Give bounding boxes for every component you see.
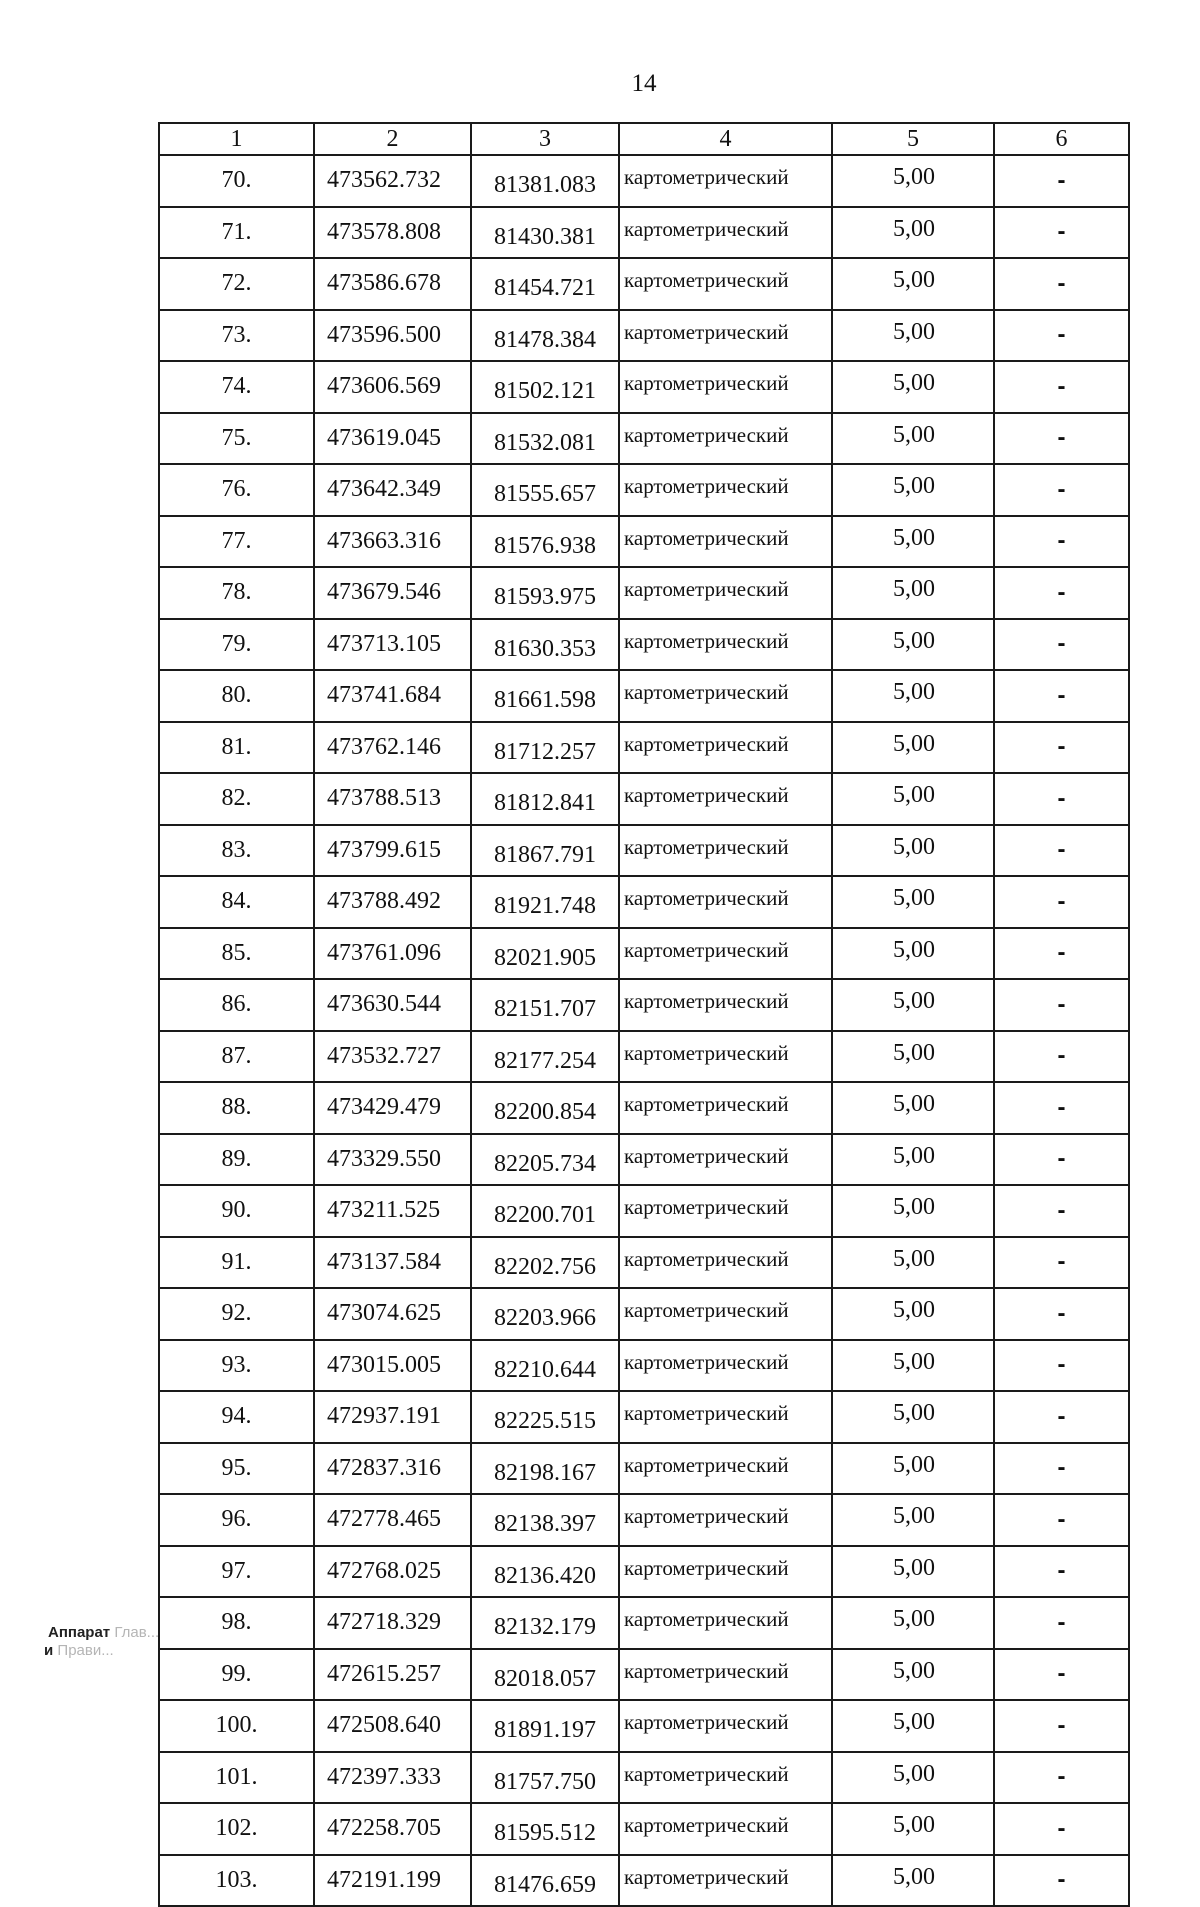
table-row <box>159 1443 1129 1495</box>
note-cell: - <box>994 1031 1129 1083</box>
footer-line-1 <box>48 1624 159 1642</box>
column-header-6: 6 <box>994 123 1129 155</box>
method-cell: картометрический <box>619 1649 832 1701</box>
coord-y-cell: 82138.397 <box>471 1494 619 1546</box>
point-number-cell: 76. <box>159 464 314 516</box>
table-row <box>159 1752 1129 1804</box>
table-row <box>159 516 1129 568</box>
accuracy-cell: 5,00 <box>832 722 994 774</box>
point-number-cell: 81. <box>159 722 314 774</box>
accuracy-cell: 5,00 <box>832 1134 994 1186</box>
coord-x-cell: 473015.005 <box>314 1340 471 1392</box>
accuracy-cell: 5,00 <box>832 516 994 568</box>
accuracy-cell: 5,00 <box>832 773 994 825</box>
note-cell: - <box>994 619 1129 671</box>
table-row <box>159 619 1129 671</box>
method-cell: картометрический <box>619 1443 832 1495</box>
coord-x-cell: 473596.500 <box>314 310 471 362</box>
method-cell: картометрический <box>619 516 832 568</box>
point-number-cell: 97. <box>159 1546 314 1598</box>
note-cell: - <box>994 1443 1129 1495</box>
footer-line-1-text: Аппарат <box>48 1624 111 1641</box>
coord-y-cell: 82202.756 <box>471 1237 619 1289</box>
footer-stamp <box>44 1624 160 1660</box>
note-cell: - <box>994 258 1129 310</box>
accuracy-cell: 5,00 <box>832 1803 994 1855</box>
accuracy-cell: 5,00 <box>832 567 994 619</box>
coord-y-cell: 81867.791 <box>471 825 619 877</box>
method-cell: картометрический <box>619 258 832 310</box>
point-number-cell: 101. <box>159 1752 314 1804</box>
coord-x-cell: 473606.569 <box>314 361 471 413</box>
method-cell: картометрический <box>619 670 832 722</box>
accuracy-cell: 5,00 <box>832 258 994 310</box>
table-row <box>159 928 1129 980</box>
coord-y-cell: 82136.420 <box>471 1546 619 1598</box>
column-header-1: 1 <box>159 123 314 155</box>
method-cell: картометрический <box>619 1082 832 1134</box>
coord-y-cell: 82198.167 <box>471 1443 619 1495</box>
point-number-cell: 72. <box>159 258 314 310</box>
coord-y-cell: 82225.515 <box>471 1391 619 1443</box>
note-cell: - <box>994 464 1129 516</box>
point-number-cell: 89. <box>159 1134 314 1186</box>
accuracy-cell: 5,00 <box>832 413 994 465</box>
method-cell: картометрический <box>619 1340 832 1392</box>
coord-x-cell: 473630.544 <box>314 979 471 1031</box>
accuracy-cell: 5,00 <box>832 1649 994 1701</box>
coord-x-cell: 473578.808 <box>314 207 471 259</box>
accuracy-cell: 5,00 <box>832 155 994 207</box>
coord-y-cell: 82205.734 <box>471 1134 619 1186</box>
method-cell: картометрический <box>619 1855 832 1907</box>
coord-x-cell: 473532.727 <box>314 1031 471 1083</box>
coord-y-cell: 81630.353 <box>471 619 619 671</box>
note-cell: - <box>994 1546 1129 1598</box>
point-number-cell: 85. <box>159 928 314 980</box>
point-number-cell: 83. <box>159 825 314 877</box>
table-header-row <box>159 123 1129 155</box>
coord-x-cell: 473762.146 <box>314 722 471 774</box>
accuracy-cell: 5,00 <box>832 1237 994 1289</box>
accuracy-cell: 5,00 <box>832 1340 994 1392</box>
coord-y-cell: 81502.121 <box>471 361 619 413</box>
coord-x-cell: 473761.096 <box>314 928 471 980</box>
note-cell: - <box>994 1082 1129 1134</box>
note-cell: - <box>994 1185 1129 1237</box>
coord-y-cell: 81712.257 <box>471 722 619 774</box>
coord-y-cell: 81891.197 <box>471 1700 619 1752</box>
method-cell: картометрический <box>619 155 832 207</box>
point-number-cell: 93. <box>159 1340 314 1392</box>
note-cell: - <box>994 1649 1129 1701</box>
point-number-cell: 80. <box>159 670 314 722</box>
accuracy-cell: 5,00 <box>832 361 994 413</box>
method-cell: картометрический <box>619 1185 832 1237</box>
coord-y-cell: 81478.384 <box>471 310 619 362</box>
accuracy-cell: 5,00 <box>832 1855 994 1907</box>
method-cell: картометрический <box>619 1288 832 1340</box>
column-header-2: 2 <box>314 123 471 155</box>
note-cell: - <box>994 773 1129 825</box>
note-cell: - <box>994 979 1129 1031</box>
table-row <box>159 1803 1129 1855</box>
coord-x-cell: 473788.492 <box>314 876 471 928</box>
point-number-cell: 90. <box>159 1185 314 1237</box>
note-cell: - <box>994 310 1129 362</box>
coord-y-cell: 81555.657 <box>471 464 619 516</box>
coord-y-cell: 81430.381 <box>471 207 619 259</box>
method-cell: картометрический <box>619 979 832 1031</box>
accuracy-cell: 5,00 <box>832 1494 994 1546</box>
point-number-cell: 95. <box>159 1443 314 1495</box>
accuracy-cell: 5,00 <box>832 1597 994 1649</box>
note-cell: - <box>994 1288 1129 1340</box>
table-row <box>159 1855 1129 1907</box>
point-number-cell: 92. <box>159 1288 314 1340</box>
footer-line-2-faded: Прави... <box>57 1642 114 1659</box>
coord-x-cell: 473799.615 <box>314 825 471 877</box>
table-row <box>159 773 1129 825</box>
method-cell: картометрический <box>619 722 832 774</box>
table-row <box>159 1237 1129 1289</box>
point-number-cell: 91. <box>159 1237 314 1289</box>
method-cell: картометрический <box>619 1597 832 1649</box>
table-row <box>159 1031 1129 1083</box>
note-cell: - <box>994 413 1129 465</box>
coord-y-cell: 81757.750 <box>471 1752 619 1804</box>
point-number-cell: 88. <box>159 1082 314 1134</box>
method-cell: картометрический <box>619 1546 832 1598</box>
accuracy-cell: 5,00 <box>832 1288 994 1340</box>
accuracy-cell: 5,00 <box>832 310 994 362</box>
coord-x-cell: 472778.465 <box>314 1494 471 1546</box>
coord-x-cell: 472258.705 <box>314 1803 471 1855</box>
point-number-cell: 86. <box>159 979 314 1031</box>
coord-x-cell: 472191.199 <box>314 1855 471 1907</box>
method-cell: картометрический <box>619 567 832 619</box>
table-row <box>159 155 1129 207</box>
point-number-cell: 74. <box>159 361 314 413</box>
point-number-cell: 84. <box>159 876 314 928</box>
point-number-cell: 96. <box>159 1494 314 1546</box>
accuracy-cell: 5,00 <box>832 1391 994 1443</box>
method-cell: картометрический <box>619 928 832 980</box>
note-cell: - <box>994 825 1129 877</box>
column-header-4: 4 <box>619 123 832 155</box>
note-cell: - <box>994 1752 1129 1804</box>
accuracy-cell: 5,00 <box>832 619 994 671</box>
coord-y-cell: 82018.057 <box>471 1649 619 1701</box>
table-row <box>159 1082 1129 1134</box>
footer-line-2-text: и <box>44 1642 54 1659</box>
table-row <box>159 1134 1129 1186</box>
point-number-cell: 77. <box>159 516 314 568</box>
method-cell: картометрический <box>619 1134 832 1186</box>
method-cell: картометрический <box>619 773 832 825</box>
coord-y-cell: 82021.905 <box>471 928 619 980</box>
coord-y-cell: 81812.841 <box>471 773 619 825</box>
note-cell: - <box>994 876 1129 928</box>
accuracy-cell: 5,00 <box>832 825 994 877</box>
accuracy-cell: 5,00 <box>832 207 994 259</box>
method-cell: картометрический <box>619 1700 832 1752</box>
coord-y-cell: 82210.644 <box>471 1340 619 1392</box>
footer-line-2 <box>44 1642 159 1660</box>
coord-x-cell: 473329.550 <box>314 1134 471 1186</box>
coord-y-cell: 81454.721 <box>471 258 619 310</box>
coord-x-cell: 473211.525 <box>314 1185 471 1237</box>
table-row <box>159 979 1129 1031</box>
coord-x-cell: 472718.329 <box>314 1597 471 1649</box>
note-cell: - <box>994 155 1129 207</box>
note-cell: - <box>994 1340 1129 1392</box>
table-row <box>159 567 1129 619</box>
coord-x-cell: 472508.640 <box>314 1700 471 1752</box>
table-row <box>159 361 1129 413</box>
coord-x-cell: 472397.333 <box>314 1752 471 1804</box>
column-header-3: 3 <box>471 123 619 155</box>
accuracy-cell: 5,00 <box>832 979 994 1031</box>
method-cell: картометрический <box>619 876 832 928</box>
table-row <box>159 413 1129 465</box>
method-cell: картометрический <box>619 825 832 877</box>
accuracy-cell: 5,00 <box>832 464 994 516</box>
coord-x-cell: 473679.546 <box>314 567 471 619</box>
table-row <box>159 1700 1129 1752</box>
table-row <box>159 258 1129 310</box>
method-cell: картометрический <box>619 207 832 259</box>
point-number-cell: 87. <box>159 1031 314 1083</box>
accuracy-cell: 5,00 <box>832 670 994 722</box>
coord-y-cell: 81921.748 <box>471 876 619 928</box>
accuracy-cell: 5,00 <box>832 1546 994 1598</box>
table-row <box>159 464 1129 516</box>
point-number-cell: 73. <box>159 310 314 362</box>
table-row <box>159 1597 1129 1649</box>
accuracy-cell: 5,00 <box>832 1031 994 1083</box>
note-cell: - <box>994 1700 1129 1752</box>
table-row <box>159 1340 1129 1392</box>
point-number-cell: 99. <box>159 1649 314 1701</box>
table-row <box>159 1546 1129 1598</box>
coord-y-cell: 82151.707 <box>471 979 619 1031</box>
method-cell: картометрический <box>619 1803 832 1855</box>
table-row <box>159 876 1129 928</box>
method-cell: картометрический <box>619 1752 832 1804</box>
note-cell: - <box>994 1237 1129 1289</box>
note-cell: - <box>994 1494 1129 1546</box>
method-cell: картометрический <box>619 1031 832 1083</box>
table-row <box>159 1185 1129 1237</box>
table-body <box>159 155 1129 1906</box>
note-cell: - <box>994 516 1129 568</box>
accuracy-cell: 5,00 <box>832 928 994 980</box>
note-cell: - <box>994 670 1129 722</box>
point-number-cell: 82. <box>159 773 314 825</box>
accuracy-cell: 5,00 <box>832 1185 994 1237</box>
coord-y-cell: 81593.975 <box>471 567 619 619</box>
coord-y-cell: 81532.081 <box>471 413 619 465</box>
accuracy-cell: 5,00 <box>832 876 994 928</box>
coord-x-cell: 473741.684 <box>314 670 471 722</box>
note-cell: - <box>994 207 1129 259</box>
point-number-cell: 98. <box>159 1597 314 1649</box>
table-row <box>159 825 1129 877</box>
coord-x-cell: 473619.045 <box>314 413 471 465</box>
accuracy-cell: 5,00 <box>832 1752 994 1804</box>
point-number-cell: 102. <box>159 1803 314 1855</box>
coord-y-cell: 82132.179 <box>471 1597 619 1649</box>
column-header-5: 5 <box>832 123 994 155</box>
point-number-cell: 103. <box>159 1855 314 1907</box>
method-cell: картометрический <box>619 310 832 362</box>
note-cell: - <box>994 567 1129 619</box>
coordinates-table <box>158 122 1130 1907</box>
accuracy-cell: 5,00 <box>832 1443 994 1495</box>
coord-y-cell: 81661.598 <box>471 670 619 722</box>
point-number-cell: 75. <box>159 413 314 465</box>
page-number: 14 <box>631 70 657 97</box>
method-cell: картометрический <box>619 619 832 671</box>
coord-x-cell: 473642.349 <box>314 464 471 516</box>
method-cell: картометрический <box>619 1494 832 1546</box>
coord-y-cell: 82200.854 <box>471 1082 619 1134</box>
coord-x-cell: 473788.513 <box>314 773 471 825</box>
point-number-cell: 71. <box>159 207 314 259</box>
coord-x-cell: 473074.625 <box>314 1288 471 1340</box>
table-row <box>159 310 1129 362</box>
table-row <box>159 207 1129 259</box>
method-cell: картометрический <box>619 1237 832 1289</box>
point-number-cell: 79. <box>159 619 314 671</box>
method-cell: картометрический <box>619 361 832 413</box>
table-row <box>159 1391 1129 1443</box>
note-cell: - <box>994 722 1129 774</box>
note-cell: - <box>994 1803 1129 1855</box>
method-cell: картометрический <box>619 464 832 516</box>
coord-y-cell: 81476.659 <box>471 1855 619 1907</box>
coord-y-cell: 81576.938 <box>471 516 619 568</box>
method-cell: картометрический <box>619 1391 832 1443</box>
table-row <box>159 1288 1129 1340</box>
accuracy-cell: 5,00 <box>832 1700 994 1752</box>
note-cell: - <box>994 928 1129 980</box>
note-cell: - <box>994 361 1129 413</box>
table-row <box>159 722 1129 774</box>
coord-x-cell: 473562.732 <box>314 155 471 207</box>
note-cell: - <box>994 1134 1129 1186</box>
point-number-cell: 70. <box>159 155 314 207</box>
table-row <box>159 1494 1129 1546</box>
coord-x-cell: 472937.191 <box>314 1391 471 1443</box>
note-cell: - <box>994 1391 1129 1443</box>
footer-line-1-faded: Глав... <box>114 1624 160 1641</box>
coord-y-cell: 82200.701 <box>471 1185 619 1237</box>
coord-y-cell: 82177.254 <box>471 1031 619 1083</box>
table-row <box>159 670 1129 722</box>
coord-y-cell: 81381.083 <box>471 155 619 207</box>
table-row <box>159 1649 1129 1701</box>
accuracy-cell: 5,00 <box>832 1082 994 1134</box>
point-number-cell: 94. <box>159 1391 314 1443</box>
note-cell: - <box>994 1597 1129 1649</box>
coord-x-cell: 473713.105 <box>314 619 471 671</box>
coord-x-cell: 473663.316 <box>314 516 471 568</box>
method-cell: картометрический <box>619 413 832 465</box>
coord-y-cell: 82203.966 <box>471 1288 619 1340</box>
coord-x-cell: 473586.678 <box>314 258 471 310</box>
coord-x-cell: 473429.479 <box>314 1082 471 1134</box>
coord-x-cell: 472837.316 <box>314 1443 471 1495</box>
note-cell: - <box>994 1855 1129 1907</box>
coord-x-cell: 473137.584 <box>314 1237 471 1289</box>
point-number-cell: 100. <box>159 1700 314 1752</box>
coord-x-cell: 472615.257 <box>314 1649 471 1701</box>
coord-y-cell: 81595.512 <box>471 1803 619 1855</box>
coord-x-cell: 472768.025 <box>314 1546 471 1598</box>
point-number-cell: 78. <box>159 567 314 619</box>
